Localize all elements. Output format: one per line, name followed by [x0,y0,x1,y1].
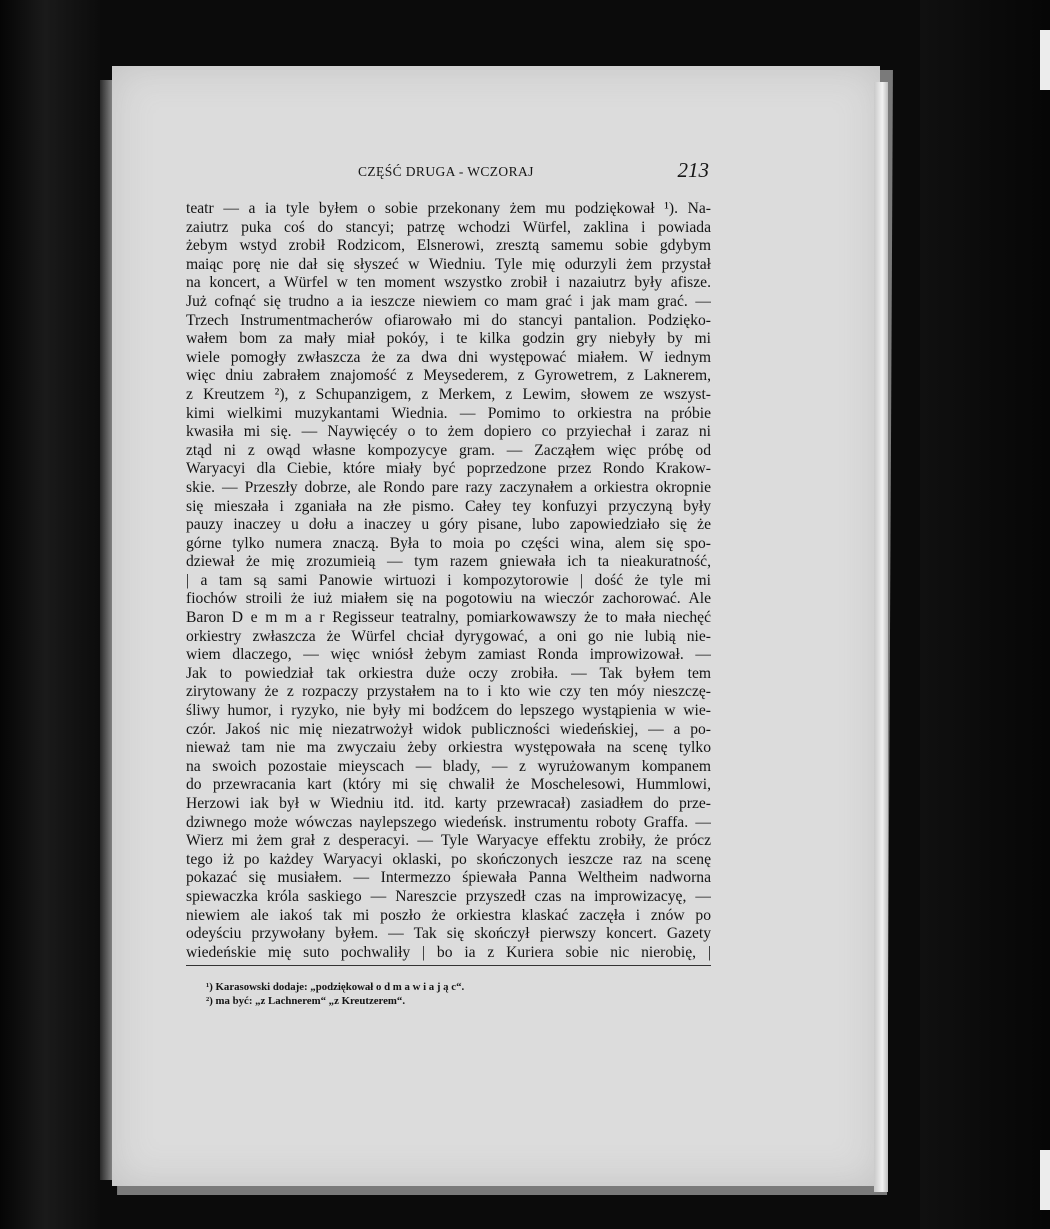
text-line: orkiestry zwłaszcza że Würfel chciał dyrygować, a oni go nie lubią nie- [186,627,711,645]
text-line: dziwnego może wówczas naylepszego wiedeńsk. instrumentu roboty Graffa. — [186,813,711,831]
film-sprocket [1040,30,1050,90]
footnote: ¹) Karasowski dodaje: „podziękował o d m a w i a j ą c“. [206,981,465,993]
text-line: zaiutrz puka coś do stancyi; patrzę wchodzi Würfel, zaklina i powiada [186,218,711,236]
footnote-rule [186,965,711,966]
text-line: pokazać się musiałem. — Intermezzo śpiewała Panna Weltheim nadworna [186,869,711,887]
text-line: Jak to powiedział tak orkiestra duże oczy zrobiła. — Tak byłem tem [186,664,711,682]
text-line: czór. Jakoś nic mię niezatrwożył widok publiczności wiedeńskiej, — a po- [186,720,711,738]
text-line: ztąd ni z owąd własne kompozycye gram. — Zacząłem więc próbę od [186,441,711,459]
text-line: dziewał że mię zrozumieią — tym razem gniewała ich ta nieakuratność, [186,553,711,571]
text-line: kimi wielkimi muzykantami Wiednia. — Pomimo to orkiestra na próbie [186,404,711,422]
text-line: górne tylko numera znaczą. Była to moia po części wina, alem się spo- [186,534,711,552]
text-line: Baron D e m m a r Regisseur teatralny, pomiarkowawszy że to mała niechęć [186,609,711,627]
text-line: nieważ tam nie ma zwyczaiu żeby orkiestra występowała na scenę tylko [186,739,711,757]
text-line: niewiem ale iakoś tak mi poszło że orkiestra klaskać zaczęła i znów po [186,906,711,924]
text-line: fiochów stroili że iuż miałem się na pogotowiu na wieczór zachorować. Ale [186,590,711,608]
running-title: CZĘŚĆ DRUGA - WCZORAJ [358,164,534,179]
page-number: 213 [677,158,709,182]
page-edge [874,82,888,1192]
text-line: kwasiła mi się. — Naywięcéy o to żem dopiero co przyiechał i zaraz ni [186,423,711,441]
footnote: ²) ma być: „z Lachnerem“ „z Kreutzerem“. [206,995,406,1007]
text-line: spiewaczka króla saskiego — Nareszcie przyszedł czas na improwizacyę, — [186,887,711,905]
text-line: wiele pomogły zwłaszcza że za dwa dni występować miałem. W iednym [186,348,711,366]
text-line: z Kreutzem ²), z Schupanzigem, z Merkem, z Lewim, słowem ze wszyst- [186,385,711,403]
text-line: żebym wstyd zrobił Rodzicom, Elsnerowi, zresztą samemu sobie gdybym [186,237,711,255]
page-header [186,158,711,188]
text-line: wiedeńskie mię suto pochwaliły | bo ia z Kuriera sobie nic nierobię, | [186,943,711,961]
text-line: do przewracania kart (który mi się chwalił że Moschelesowi, Hummlowi, [186,776,711,794]
text-line: pauzy inaczey u dołu a inaczey u góry pisane, lubo zapowiedziało się że [186,516,711,534]
text-line: śliwy humor, i ryzyko, nie były mi bodźcem do lepszego wystąpienia w wie- [186,702,711,720]
text-line: na koncert, a Würfel w ten moment wszystko zrobił i nazaiutrz były afisze. [186,274,711,292]
text-line: | a tam są sami Panowie wirtuozi i kompozytorowie | dość że tyle mi [186,571,711,589]
text-line: odeyściu przywołany byłem. — Tak się skończył pierwszy koncert. Gazety [186,925,711,943]
text-line: Herzowi iak był w Wiedniu itd. itd. karty przewracał) zasiadłem do prze- [186,795,711,812]
text-line: na swoich pozostaie mieyscach — blady, — z wyrużowanym kompanem [186,757,711,775]
film-edge-right [920,0,1050,1229]
footnotes [206,980,686,1008]
film-sprocket [1040,1150,1050,1210]
text-line: zirytowany że z rozpaczy przystałem na to i kto wie czy ten móy nieszczę- [186,683,711,701]
text-line: wiem dlaczego, — więc wniósł żebym zamiast Ronda improwizował. — [186,646,711,664]
text-line: Waryacyi dla Ciebie, które miały być poprzedzone przez Rondo Krakow- [186,460,711,478]
text-line: Już cofnąć się trudno a ia ieszcze niewiem co mam grać i jak mam grać. — [186,292,711,310]
text-line: się mieszała i zganiała na złe pismo. Całey tey konfuzyi przyczyną były [186,497,711,515]
body-text [186,200,711,962]
text-line: maiąc porę nie dał się słyszeć w Wiedniu. Tyle mię odurzyli żem przystał [186,255,711,273]
film-edge-left [0,0,100,1229]
text-line: Wierz mi żem grał z desperacyi. — Tyle Waryacye effektu zrobiły, że prócz [186,832,711,850]
text-line: więc dniu zabrałem znajomość z Meysederem, z Gyrowetrem, z Laknerem, [186,367,711,385]
text-line: skie. — Przeszły dobrze, ale Rondo pare razy zaczynałem a orkiestra okropnie [186,478,711,496]
text-line: teatr — a ia tyle byłem o sobie przekonany żem mu podziękował ¹). Na- [186,200,711,217]
text-line: Trzech Instrumentmacherów ofiarowało mi do stancyi pantalion. Podzięko- [186,311,711,329]
text-line: tego iż po każdey Waryacyi oklaski, po skończonych ieszcze raz na scenę [186,850,711,868]
text-line: wałem bom za mały miał pokóy, i te kilka godzin gry niebyły by mi [186,330,711,348]
